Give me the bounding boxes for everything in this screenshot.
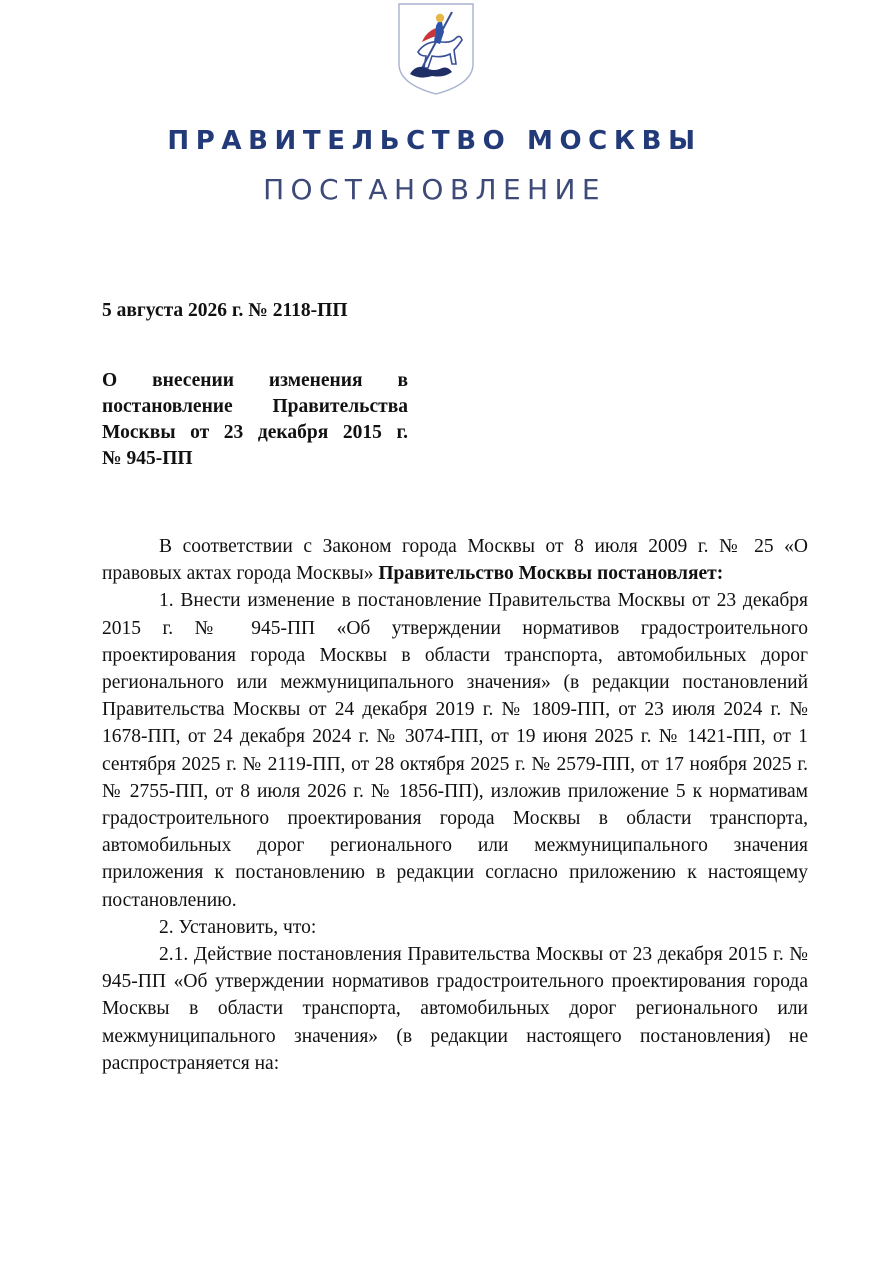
document-subject (102, 368, 408, 472)
subject-line-1: О внесении изменения в (102, 370, 408, 391)
document-body (102, 533, 808, 1077)
preamble-bold: Правительство Москвы постановляет: (378, 563, 724, 585)
document-type-title: ПОСТАНОВЛЕНИЕ (263, 173, 606, 206)
subject-line-4: № 945-ПП (102, 448, 193, 469)
preamble-paragraph (102, 533, 808, 587)
moscow-coat-of-arms-icon (396, 2, 476, 96)
subject-line-3: Москвы от 23 декабря 2015 г. (102, 422, 408, 443)
item-2-1-paragraph: 2.1. Действие постановления Правительства Москвы от 23 декабря 2015 г. № 945-ПП «Об утверждении нормативов градостроительного проектирования города Москвы в области транспорта, автомобильных дорог регионального или межмуниципального значения» (в редакции настоящего постановления) не распространяется на: (102, 944, 808, 1074)
subject-line-2: постановление Правительства (102, 396, 408, 417)
document-number-date: 5 августа 2026 г. № 2118-ПП (102, 300, 348, 321)
item-1-paragraph: 1. Внести изменение в постановление Правительства Москвы от 23 декабря 2015 г. № 945-ПП «Об утверждении нормативов градостроительного проектирования города Москвы в области транспорта, автомобильных дорог регионального или межмуниципального значения» (в редакции постановлений Правительства Москвы от 24 декабря 2019 г. № 1809-ПП, от 23 июля 2024 г. № 1678-ПП, от 24 декабря 2024 г. № 3074-ПП, от 19 июня 2025 г. № 1421-ПП, от 1 сентября 2025 г. № 2119-ПП, от 28 октября 2025 г. № 2579-ПП, от 17 ноября 2025 г. № 2755-ПП, от 8 июля 2026 г. № 1856-ПП), изложив приложение 5 к нормативам градостроительного проектирования города Москвы в области транспорта, автомобильных дорог регионального или межмуниципального значения приложения к постановлению в редакции согласно приложению к настоящему постановлению. (102, 590, 808, 911)
government-title: ПРАВИТЕЛЬСТВО МОСКВЫ (167, 126, 702, 156)
item-2-paragraph: 2. Установить, что: (159, 916, 317, 938)
preamble-text: В соответствии с Законом города Москвы от 8 июля 2009 г. № 25 «О правовых актах города Москвы» (102, 536, 808, 585)
